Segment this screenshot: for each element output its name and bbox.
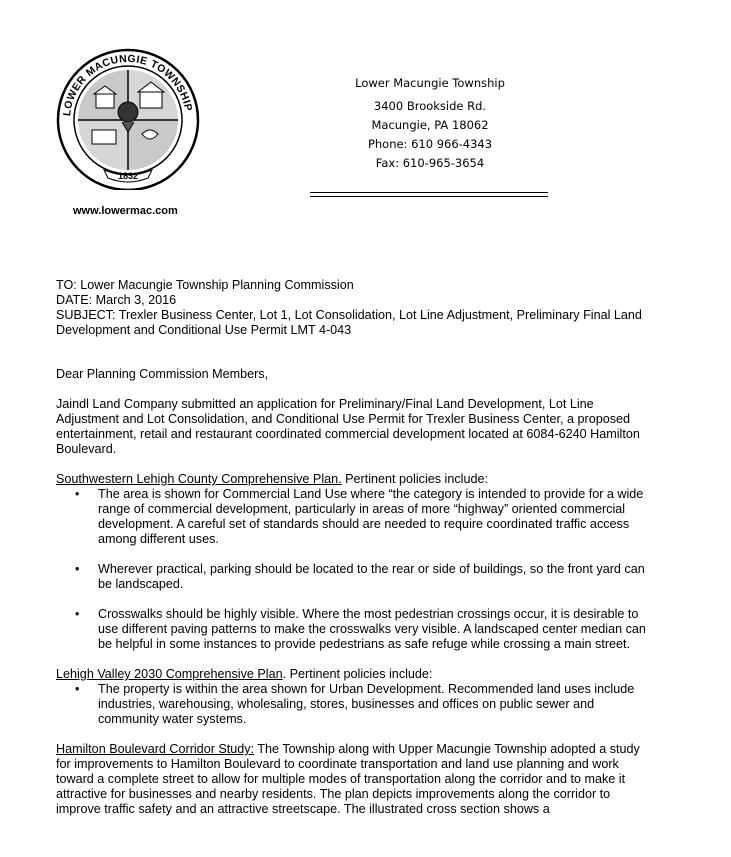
corridor-text: The Township along with Upper Macungie Township adopted a study for improvements to Hamilton Boulevard to coordinate transportation and land use planning and work toward a complete street to allow for multiple modes of transportation along the corridor and to make it attractive for businesses and nearby residents. The plan depicts improvements along the corridor to improve traffic safety and an attractive streetscape. The illustrated cross section shows a bbox=[56, 742, 640, 816]
section-lead: Pertinent policies include: bbox=[341, 472, 488, 486]
memo-body bbox=[56, 278, 656, 817]
seal-quadrants bbox=[78, 70, 178, 170]
list-item: • The property is within the area shown for Urban Development. Recommended land uses include industries, warehousing, wholesaling, stores, businesses and offices on public sewer and community water systems. bbox=[56, 682, 656, 727]
policy-list bbox=[56, 682, 656, 727]
memo-header bbox=[56, 278, 656, 308]
corridor-study-paragraph bbox=[56, 742, 656, 817]
letterhead-address bbox=[320, 74, 540, 173]
address-line-2: Macungie, PA 18062 bbox=[371, 118, 489, 132]
section-lehigh-valley-plan bbox=[56, 667, 656, 727]
list-item: • The area is shown for Commercial Land Use where “the category is intended to provide for a wide range of commercial development, particularly in areas of more “highway” oriented commercial development. A careful set of standards should are needed to require coordinated traffic access among different uses. bbox=[56, 487, 656, 547]
section-title: Lehigh Valley 2030 Comprehensive Plan bbox=[56, 667, 283, 681]
section-southwestern-plan bbox=[56, 472, 656, 652]
policy-list bbox=[56, 487, 656, 652]
memo-date: DATE: March 3, 2016 bbox=[56, 293, 177, 307]
website-url[interactable]: www.lowermac.com bbox=[73, 205, 178, 217]
list-item: • Wherever practical, parking should be located to the rear or side of buildings, so the front yard can be landscaped. bbox=[56, 562, 656, 592]
section-title: Southwestern Lehigh County Comprehensive Plan. bbox=[56, 472, 342, 486]
list-item: • Crosswalks should be highly visible. Where the most pedestrian crossings occur, it is desirable to use different paving patterns to make the crosswalks very visible. A landscaped center median can be helpful in some instances to provide pedestrians as safe refuge while crossing a main street. bbox=[56, 607, 656, 652]
township-seal bbox=[56, 48, 200, 190]
address-line-1: 3400 Brookside Rd. bbox=[373, 99, 487, 113]
section-title: Hamilton Boulevard Corridor Study: bbox=[56, 742, 255, 756]
section-lead: . Pertinent policies include: bbox=[282, 667, 433, 681]
letterhead-rule bbox=[310, 192, 548, 197]
salutation: Dear Planning Commission Members, bbox=[56, 367, 269, 381]
seal-year: 1832 bbox=[117, 171, 139, 181]
intro-paragraph: Jaindl Land Company submitted an application for Preliminary/Final Land Development, Lot Line Adjustment and Lot Consolidation, and Conditional Use Permit for Trexler Business Center, a proposed entertainment, retail and restaurant coordinated commercial development located at 6084-6240 Hamilton Boulevard. bbox=[56, 397, 640, 456]
memo-to: TO: Lower Macungie Township Planning Commission bbox=[56, 278, 354, 292]
fax: Fax: 610-965-3654 bbox=[375, 156, 485, 170]
seal-top-text: LOWER MACUNGIE TOWNSHIP bbox=[61, 52, 195, 117]
org-name: Lower Macungie Township bbox=[355, 76, 505, 90]
memo-subject: SUBJECT: Trexler Business Center, Lot 1, Lot Consolidation, Lot Line Adjustment, Preliminary Final Land Development and Conditional Use Permit LMT 4-043 bbox=[56, 308, 642, 337]
phone: Phone: 610 966-4343 bbox=[367, 137, 493, 151]
